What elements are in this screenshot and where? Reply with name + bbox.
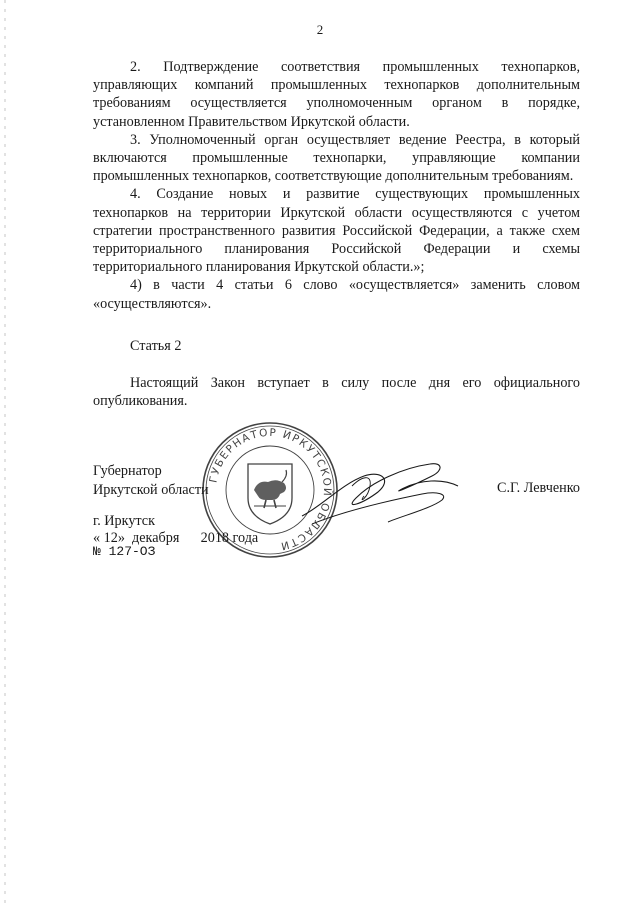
signatory-role-line1: Губернатор xyxy=(93,463,162,479)
page-number: 2 xyxy=(316,22,324,37)
signing-date: « 12» декабря 2018 года xyxy=(93,530,259,546)
signing-place: г. Иркутск xyxy=(93,513,155,529)
body-text xyxy=(93,58,580,313)
article-text: Настоящий Закон вступает в силу после дня его официального опубликования. xyxy=(93,375,580,410)
scan-edge-marks xyxy=(4,0,6,905)
registration-number: № 127-ОЗ xyxy=(93,544,156,559)
signatory-name: С.Г. Левченко xyxy=(497,480,580,496)
signatory-role xyxy=(93,462,209,500)
article-title: Статья 2 xyxy=(130,338,182,354)
svg-text:ГУБЕРНАТОР ИРКУТСКОЙ ОБЛАСТИ: ГУБЕРНАТОР ИРКУТСКОЙ ОБЛАСТИ xyxy=(207,426,334,553)
paragraph-4: 4. Создание новых и развитие существующих промышленных технопарков на территории Иркутской области осуществляются с учетом стратегии пространственного развития Российской Федерации, а также схем территориального планирования Российской Федерации и схемы территориального планирования Иркутской области.»; xyxy=(93,186,580,276)
paragraph-2: 2. Подтверждение соответствия промышленных технопарков, управляющих компаний промышленных технопарков дополнительным требованиям осуществляется уполномоченным органом в порядке, установленном Правительством Иркутской области. xyxy=(93,59,580,130)
handwritten-signature-icon xyxy=(292,446,467,546)
paragraph-amendment: 4) в части 4 статьи 6 слово «осуществляется» заменить словом «осуществляются». xyxy=(93,277,580,312)
signatory-role-line2: Иркутской области xyxy=(93,482,209,498)
paragraph-3: 3. Уполномоченный орган осуществляет ведение Реестра, в который включаются промышленные технопарки, управляющие компании промышленных технопарков, соответствующие дополнительным требованиям. xyxy=(93,131,580,185)
